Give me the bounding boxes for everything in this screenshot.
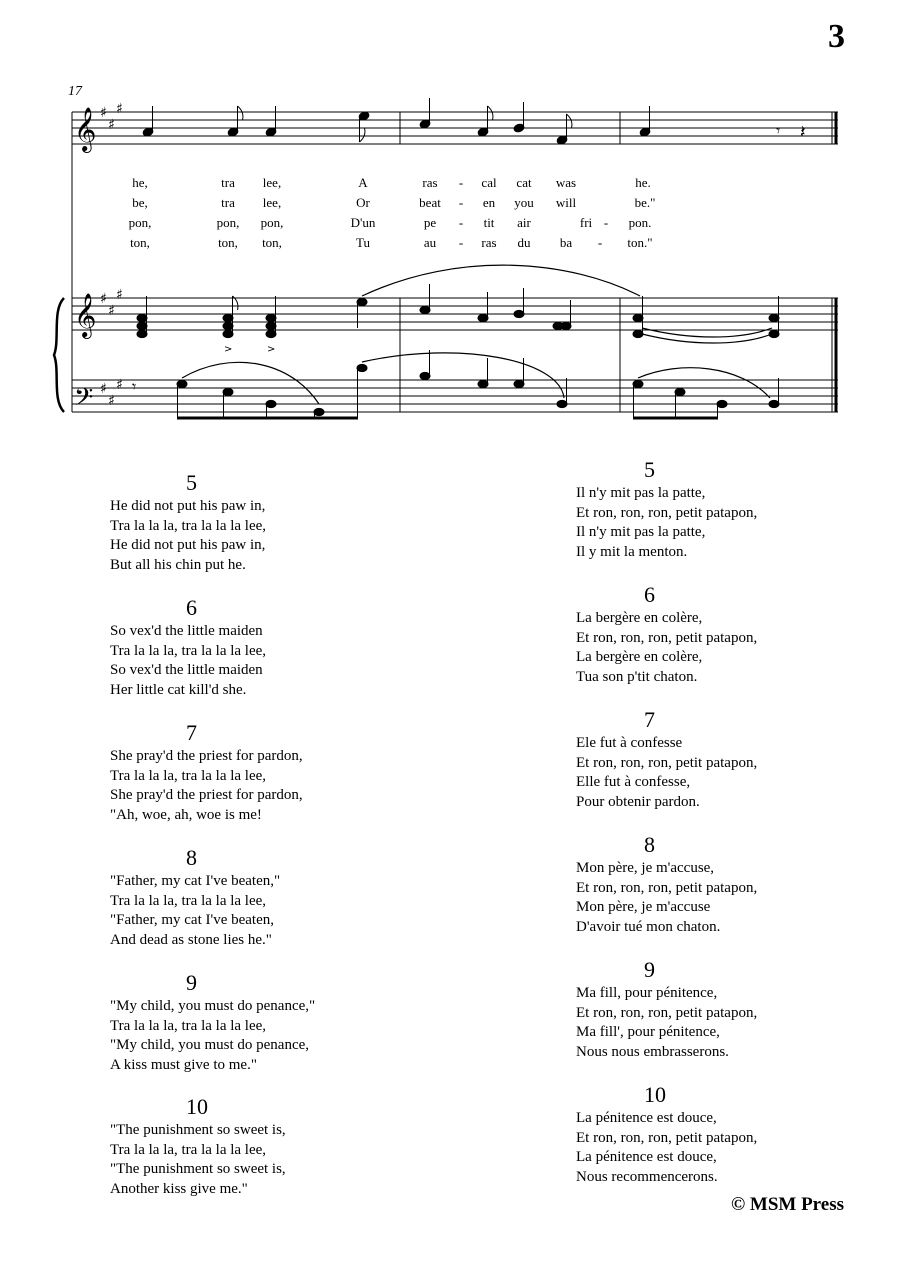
stanza-line: D'avoir tué mon chaton. <box>576 918 721 935</box>
stanza-line: She pray'd the priest for pardon, <box>110 787 303 803</box>
stanza-line: Et ron, ron, ron, petit patapon, <box>576 879 758 896</box>
stanza-number: 10 <box>186 1094 208 1119</box>
svg-text:♯: ♯ <box>108 117 115 133</box>
lyric-syllable: - <box>458 215 464 230</box>
stanza-line: Tra la la la, tra la la la lee, <box>110 767 267 784</box>
lyric-syllable: lee, <box>262 195 282 210</box>
lyric-syllable: - <box>458 175 464 190</box>
stanza-line: Another kiss give me." <box>110 1180 248 1197</box>
stanza-line: La bergère en colère, <box>576 649 703 665</box>
svg-text:♯: ♯ <box>100 105 107 121</box>
svg-text:♯: ♯ <box>116 101 123 117</box>
svg-text:𝄾: 𝄾 <box>132 377 137 396</box>
svg-text:♯: ♯ <box>100 291 107 307</box>
lyric-syllable: Tu <box>356 235 370 250</box>
svg-text:♯: ♯ <box>100 381 107 397</box>
stanza-line: Et ron, ron, ron, petit patapon, <box>576 629 758 646</box>
stanza-line: Mon père, je m'accuse <box>576 899 711 915</box>
stanza-line: Et ron, ron, ron, petit patapon, <box>576 754 758 771</box>
lyric-syllable: ton." <box>627 235 653 250</box>
lyric-syllable: ton, <box>130 235 150 250</box>
svg-text:𝄞: 𝄞 <box>74 107 97 151</box>
stanza-line: "The punishment so sweet is, <box>110 1122 286 1138</box>
stanza-line: "Ah, woe, ah, woe is me! <box>110 806 262 823</box>
stanza-line: A kiss must give to me." <box>110 1056 257 1073</box>
stanza-number: 8 <box>644 832 655 857</box>
lyric-syllable: tra <box>221 195 235 210</box>
stanza-line: Nous recommencerons. <box>576 1168 718 1185</box>
lyric-syllable: you <box>514 195 534 210</box>
stanza-line: He did not put his paw in, <box>110 537 266 553</box>
stanza-line: Il y mit la menton. <box>576 543 688 560</box>
stanza-fr-8 <box>576 833 757 937</box>
svg-text:♯: ♯ <box>116 377 123 393</box>
svg-text:𝄢: 𝄢 <box>74 383 94 418</box>
lyric-syllable: ras <box>422 175 438 190</box>
stanza-line: Tua son p'tit chaton. <box>576 668 698 685</box>
lyric-syllable: pon. <box>628 215 652 230</box>
lyric-syllable: pon, <box>216 215 240 230</box>
svg-text:>: > <box>267 344 276 355</box>
stanza-line: Tra la la la, tra la la la lee, <box>110 892 267 909</box>
lyric-syllable: - <box>458 235 464 250</box>
copyright: © MSM Press <box>730 1194 844 1215</box>
lyric-syllable: will <box>555 195 577 210</box>
stanza-en-5 <box>110 471 266 575</box>
stanza-line: Nous nous embrasserons. <box>576 1043 729 1060</box>
lyric-syllable: pon, <box>260 215 284 230</box>
lyric-syllable: air <box>517 215 531 230</box>
stanza-line: But all his chin put he. <box>110 556 246 573</box>
stanza-line: Et ron, ron, ron, petit patapon, <box>576 1004 758 1021</box>
stanza-line: So vex'd the little maiden <box>110 662 263 678</box>
stanza-line: "The punishment so sweet is, <box>110 1161 286 1177</box>
svg-text:♯: ♯ <box>108 393 115 409</box>
stanza-number: 5 <box>186 470 197 495</box>
lyric-syllable: was <box>555 175 577 190</box>
lyric-syllable: pon, <box>128 215 152 230</box>
lyric-syllable: - <box>458 195 464 210</box>
stanza-line: "Father, my cat I've beaten," <box>110 873 281 889</box>
svg-text:𝄾: 𝄾 <box>776 121 781 140</box>
stanza-number: 10 <box>644 1082 666 1107</box>
svg-text:>: > <box>224 344 233 355</box>
lyric-syllable: en <box>482 195 496 210</box>
stanza-line: Et ron, ron, ron, petit patapon, <box>576 1129 758 1146</box>
stanza-number: 6 <box>186 595 197 620</box>
lyric-syllable: ton, <box>218 235 238 250</box>
vocal-staff <box>72 112 838 144</box>
lyric-row-4 <box>0 235 900 253</box>
lyric-row-1 <box>0 175 900 193</box>
stanza-line: She pray'd the priest for pardon, <box>110 748 303 764</box>
lyric-syllable: ras <box>481 235 497 250</box>
stanza-fr-6 <box>576 583 757 687</box>
stanza-en-9 <box>110 971 315 1075</box>
measure-number: 17 <box>68 84 82 99</box>
stanza-line: Tra la la la, tra la la la lee, <box>110 1141 267 1158</box>
stanza-number: 8 <box>186 845 197 870</box>
stanza-number: 7 <box>186 720 197 745</box>
lyric-syllable: be, <box>132 195 148 210</box>
stanza-line: La pénitence est douce, <box>576 1149 717 1165</box>
lyric-syllable: pe <box>423 215 437 230</box>
stanza-fr-5 <box>576 458 757 562</box>
lyric-syllable: ba <box>559 235 573 250</box>
svg-text:♯: ♯ <box>108 303 115 319</box>
lyric-syllable: tra <box>221 175 235 190</box>
stanza-line: La bergère en colère, <box>576 610 703 626</box>
stanza-line: La pénitence est douce, <box>576 1110 717 1126</box>
stanza-en-10 <box>110 1095 286 1199</box>
page-number: 3 <box>828 18 845 55</box>
stanza-fr-9 <box>576 958 757 1062</box>
lyric-syllable: fri <box>579 215 593 230</box>
stanza-line: Tra la la la, tra la la la lee, <box>110 642 267 659</box>
stanza-en-8 <box>110 846 280 950</box>
stanza-line: Ele fut à confesse <box>576 735 683 751</box>
stanza-line: Elle fut à confesse, <box>576 774 691 790</box>
stanza-line: He did not put his paw in, <box>110 498 266 514</box>
lyric-syllable: du <box>517 235 531 250</box>
piano-treble-staff <box>72 298 838 330</box>
stanza-line: Tra la la la, tra la la la lee, <box>110 517 267 534</box>
stanza-line: And dead as stone lies he." <box>110 931 272 948</box>
svg-text:𝄽: 𝄽 <box>800 122 806 143</box>
stanza-en-6 <box>110 596 266 700</box>
stanza-number: 9 <box>186 970 197 995</box>
stanza-line: Ma fill, pour pénitence, <box>576 985 718 1001</box>
svg-text:♯: ♯ <box>116 287 123 303</box>
lyric-syllable: D'un <box>350 215 376 230</box>
stanza-line: "Father, my cat I've beaten, <box>110 912 274 928</box>
stanza-en-7 <box>110 721 303 825</box>
stanza-fr-10 <box>576 1083 757 1187</box>
lyric-syllable: - <box>603 215 609 230</box>
stanza-line: "My child, you must do penance, <box>110 1037 310 1053</box>
lyric-syllable: A <box>358 175 368 190</box>
stanza-number: 6 <box>644 582 655 607</box>
lyric-row-3 <box>0 215 900 233</box>
stanza-line: Et ron, ron, ron, petit patapon, <box>576 504 758 521</box>
stanza-line: Il n'y mit pas la patte, <box>576 524 706 540</box>
lyric-syllable: - <box>597 235 603 250</box>
stanza-fr-7 <box>576 708 757 812</box>
lyric-syllable: tit <box>483 215 495 230</box>
stanza-line: So vex'd the little maiden <box>110 623 263 639</box>
lyric-syllable: ton, <box>262 235 282 250</box>
lyric-syllable: cal <box>481 175 497 190</box>
stanza-line: Tra la la la, tra la la la lee, <box>110 1017 267 1034</box>
stanza-line: Il n'y mit pas la patte, <box>576 485 706 501</box>
stanza-number: 7 <box>644 707 655 732</box>
stanza-number: 9 <box>644 957 655 982</box>
lyric-syllable: lee, <box>262 175 282 190</box>
stanza-line: Pour obtenir pardon. <box>576 793 700 810</box>
lyric-syllable: beat <box>419 195 441 210</box>
svg-text:𝄞: 𝄞 <box>74 293 97 337</box>
lyric-syllable: Or <box>356 195 370 210</box>
lyric-syllable: au <box>423 235 437 250</box>
stanza-line: Mon père, je m'accuse, <box>576 860 715 876</box>
stanza-line: "My child, you must do penance," <box>110 998 316 1014</box>
stanza-number: 5 <box>644 457 655 482</box>
lyric-syllable: he. <box>635 175 651 190</box>
stanza-line: Ma fill', pour pénitence, <box>576 1024 720 1040</box>
lyric-syllable: be." <box>634 195 656 210</box>
lyric-row-2 <box>0 195 900 213</box>
lyric-syllable: he, <box>132 175 148 190</box>
stanza-line: Her little cat kill'd she. <box>110 681 247 698</box>
lyric-syllable: cat <box>516 175 532 190</box>
